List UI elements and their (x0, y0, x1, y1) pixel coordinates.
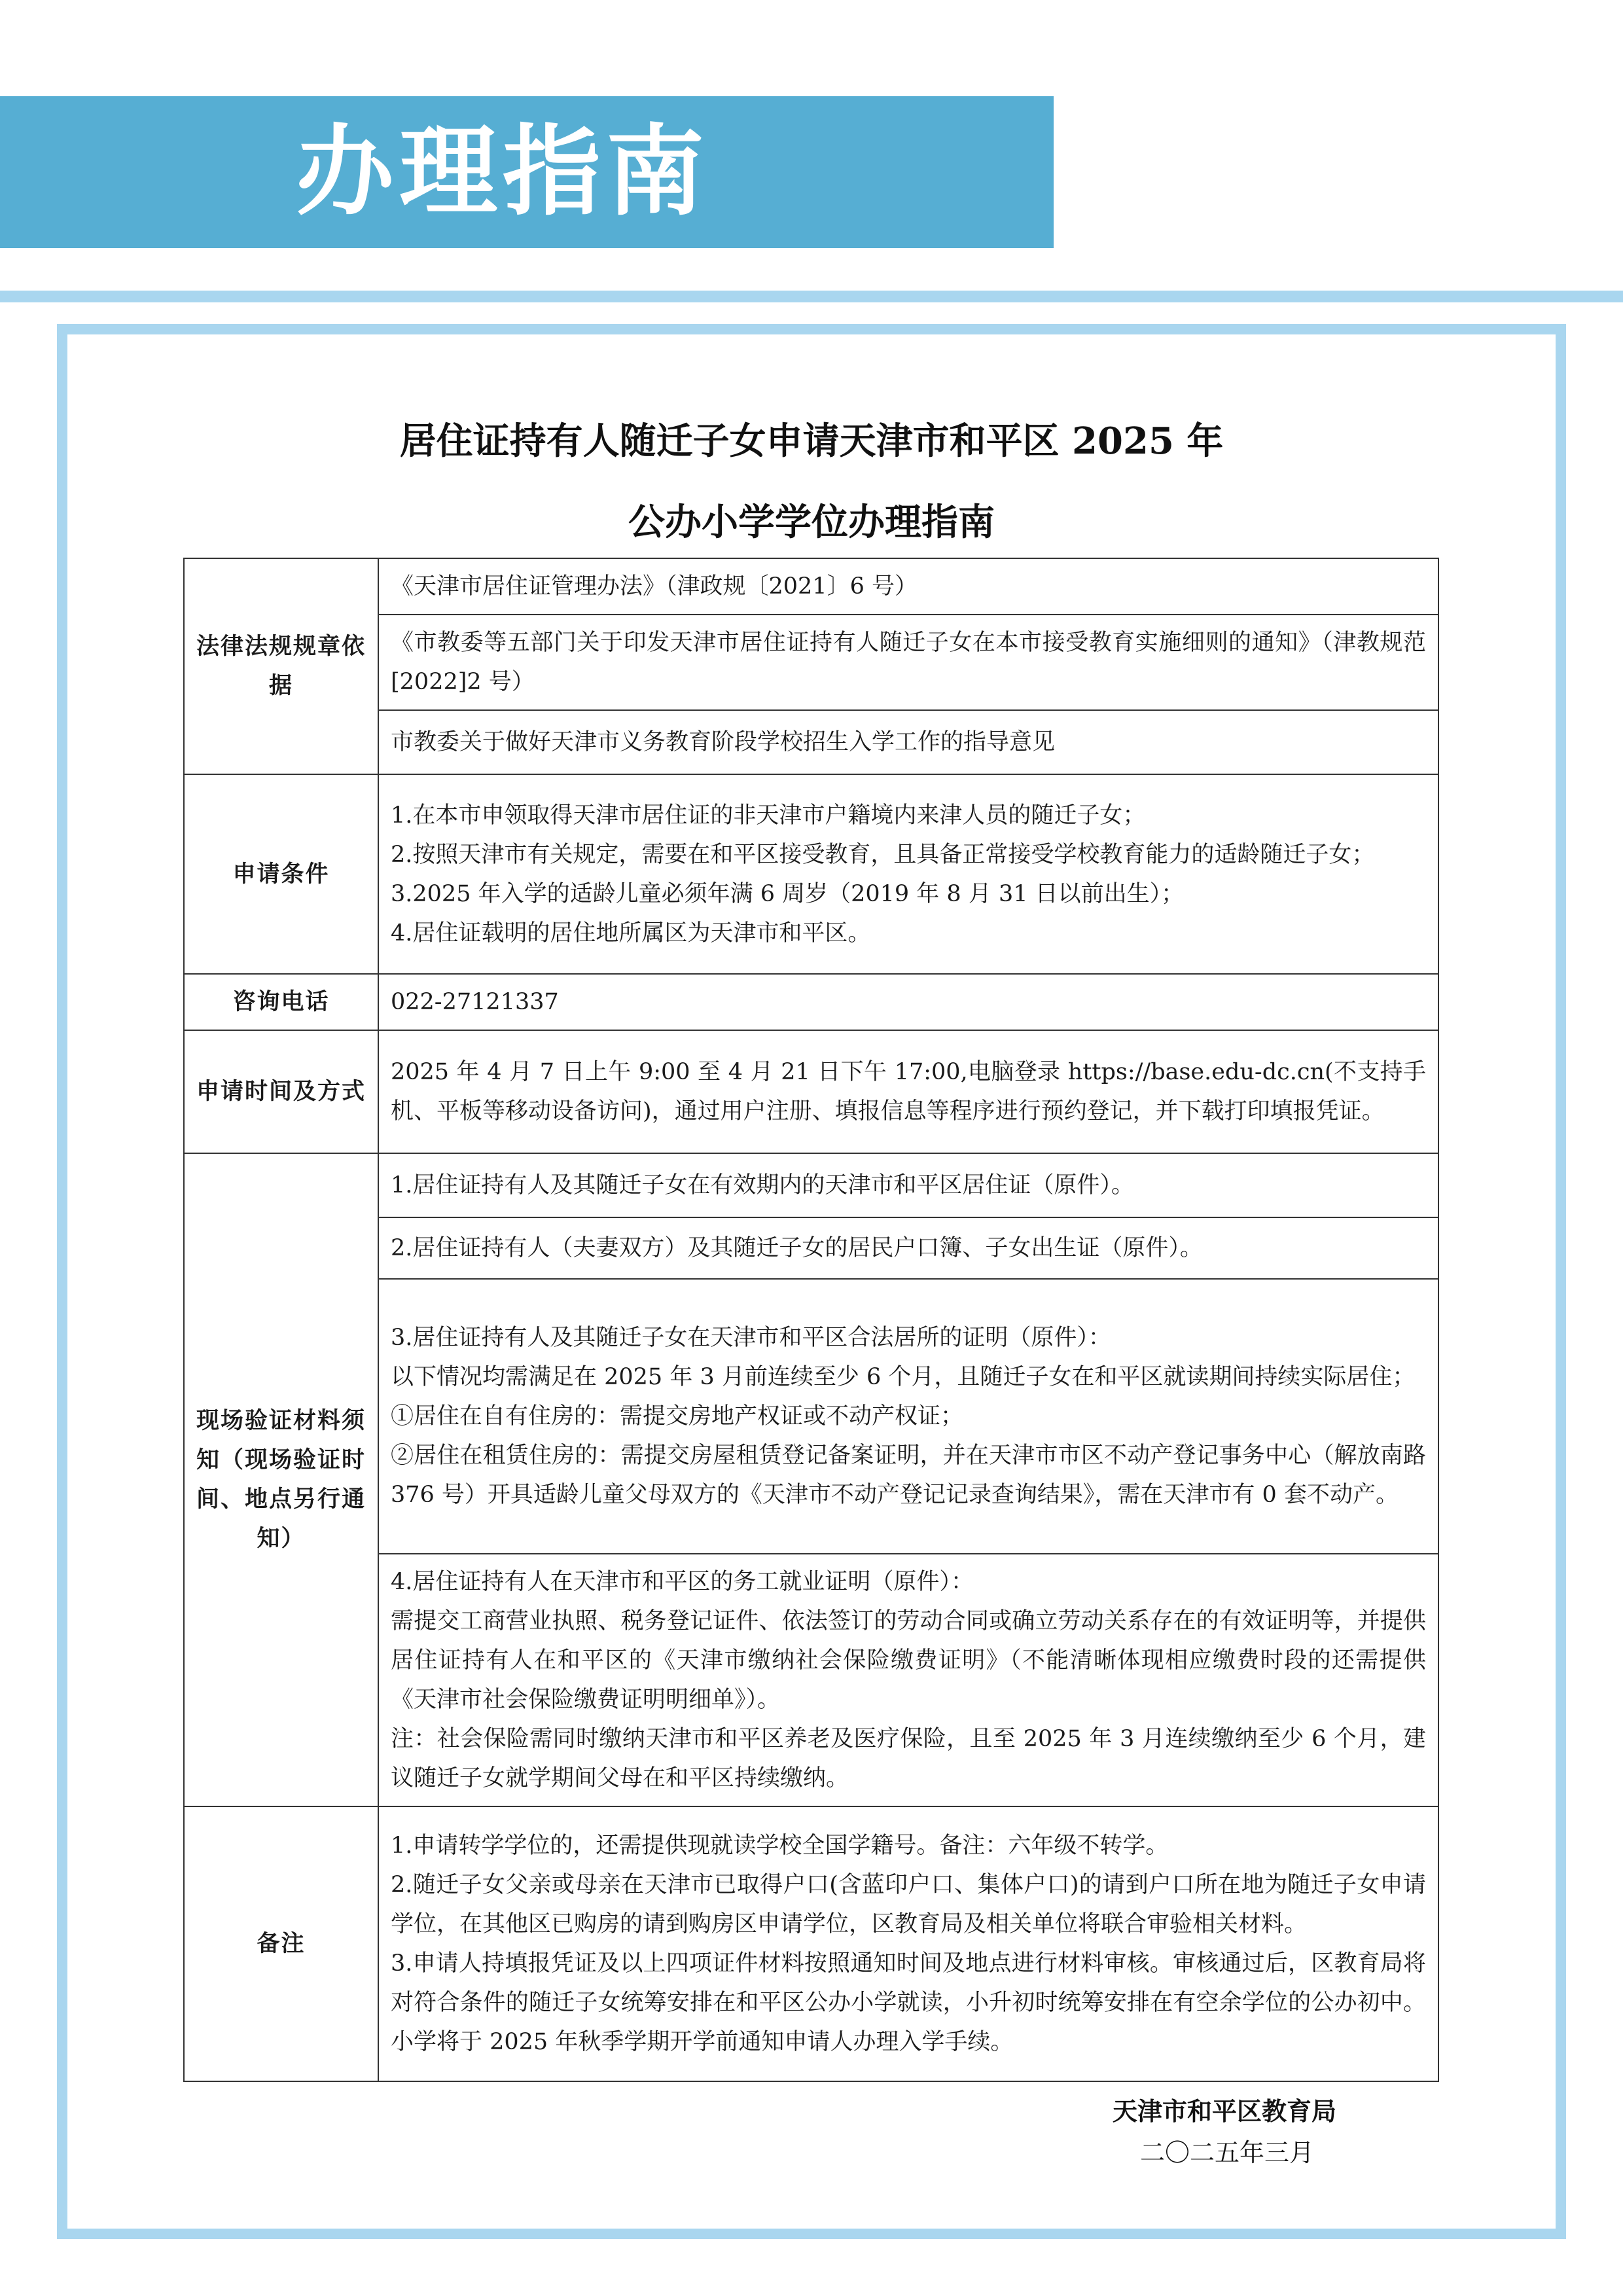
material-item: 2.居住证持有人（夫妻双方）及其随迁子女的居民户口簿、子女出生证（原件）。 (378, 1217, 1438, 1279)
table-row (184, 774, 1438, 974)
issue-date: 二〇二五年三月 (1140, 2138, 1315, 2167)
remark-line: 1.申请转学学位的，还需提供现就读学校全国学籍号。备注：六年级不转学。 (391, 1833, 1169, 1859)
material-line: 需提交工商营业执照、税务登记证件、依法签订的劳动合同或确立劳动关系存在的有效证明等，并提供居住证持有人在和平区的《天津市缴纳社会保险缴费证明》（不能清晰体现相应缴费时段的还需提供《天津市社会保险缴费证明明细单》）。 (391, 1608, 1426, 1713)
time-label: 申请时间及方式 (184, 1030, 378, 1153)
phone-value: 022-27121337 (378, 974, 1438, 1030)
conditions-label: 申请条件 (184, 774, 378, 974)
banner-title: 办理指南 (296, 115, 710, 229)
condition-line: 4.居住证载明的居住地所属区为天津市和平区。 (391, 920, 871, 946)
table-row (184, 1153, 1438, 1217)
issuer-name: 天津市和平区教育局 (1113, 2097, 1337, 2126)
table-row (184, 974, 1438, 1030)
guide-table (183, 558, 1439, 2082)
remark-line: 3.申请人持填报凭证及以上四项证件材料按照通知时间及地点进行材料审核。审核通过后，区教育局将对符合条件的随迁子女统筹安排在和平区公办小学就读，小升初时统筹安排在有空余学位的公办初中。小学将于 2025 年秋季学期开学前通知申请人办理入学手续。 (391, 1950, 1426, 2055)
table-row (184, 558, 1438, 615)
legal-basis-item: 市教委关于做好天津市义务教育阶段学校招生入学工作的指导意见 (378, 710, 1438, 774)
material-line: 以下情况均需满足在 2025 年 3 月前连续至少 6 个月，且随迁子女在和平区就读期间持续实际居住； (391, 1364, 1416, 1390)
table-row (184, 1806, 1438, 2081)
condition-line: 1.在本市申领取得天津市居住证的非天津市户籍境内来津人员的随迁子女； (391, 802, 1146, 829)
condition-line: 2.按照天津市有关规定，需要在和平区接受教育，且具备正常接受学校教育能力的适龄随迁子女； (391, 841, 1375, 868)
legal-basis-label: 法律法规规章依据 (184, 558, 378, 774)
materials-label: 现场验证材料须知（现场验证时间、地点另行通知） (184, 1153, 378, 1806)
material-line: 4.居住证持有人在天津市和平区的务工就业证明（原件）： (391, 1569, 974, 1595)
material-line: 3.居住证持有人及其随迁子女在天津市和平区合法居所的证明（原件）： (391, 1325, 1111, 1351)
material-item: 1.居住证持有人及其随迁子女在有效期内的天津市和平区居住证（原件）。 (378, 1153, 1438, 1217)
material-line: ②居住在租赁住房的：需提交房屋租赁登记备案证明，并在天津市市区不动产登记事务中心（解放南路 376 号）开具适龄儿童父母双方的《天津市不动产登记记录查询结果》，需在天津市有 0 套不动产。 (391, 1443, 1426, 1508)
phone-label: 咨询电话 (184, 974, 378, 1030)
material-item (378, 1279, 1438, 1554)
remarks-label: 备注 (184, 1806, 378, 2081)
time-value: 2025 年 4 月 7 日上午 9:00 至 4 月 21 日下午 17:00,电脑登录 https://base.edu-dc.cn(不支持手机、平板等移动设备访问)，通过用户注册、填报信息等程序进行预约登记，并下载打印填报凭证。 (378, 1030, 1438, 1153)
header-divider (0, 291, 1623, 302)
legal-basis-item: 《市教委等五部门关于印发天津市居住证持有人随迁子女在本市接受教育实施细则的通知》（津教规范[2022]2 号） (378, 615, 1438, 710)
document-title-line-2: 公办小学学位办理指南 (628, 501, 995, 544)
remarks-content (378, 1806, 1438, 2081)
remark-line: 2.随迁子女父亲或母亲在天津市已取得户口(含蓝印户口、集体户口)的请到户口所在地为随迁子女申请学位，在其他区已购房的请到购房区申请学位，区教育局及相关单位将联合审验相关材料。 (391, 1872, 1426, 1937)
material-item (378, 1554, 1438, 1806)
material-line: ①居住在自有住房的：需提交房地产权证或不动产权证； (391, 1403, 964, 1429)
conditions-content (378, 774, 1438, 974)
legal-basis-item: 《天津市居住证管理办法》（津政规〔2021〕6 号） (378, 558, 1438, 615)
material-line: 注：社会保险需同时缴纳天津市和平区养老及医疗保险，且至 2025 年 3 月连续缴纳至少 6 个月，建议随迁子女就学期间父母在和平区持续缴纳。 (391, 1726, 1426, 1791)
document-title-line-1: 居住证持有人随迁子女申请天津市和平区 2025 年 (399, 420, 1224, 463)
condition-line: 3.2025 年入学的适龄儿童必须年满 6 周岁（2019 年 8 月 31 日以前出生）； (391, 880, 1185, 907)
header-banner (0, 96, 1054, 248)
table-row (184, 1030, 1438, 1153)
